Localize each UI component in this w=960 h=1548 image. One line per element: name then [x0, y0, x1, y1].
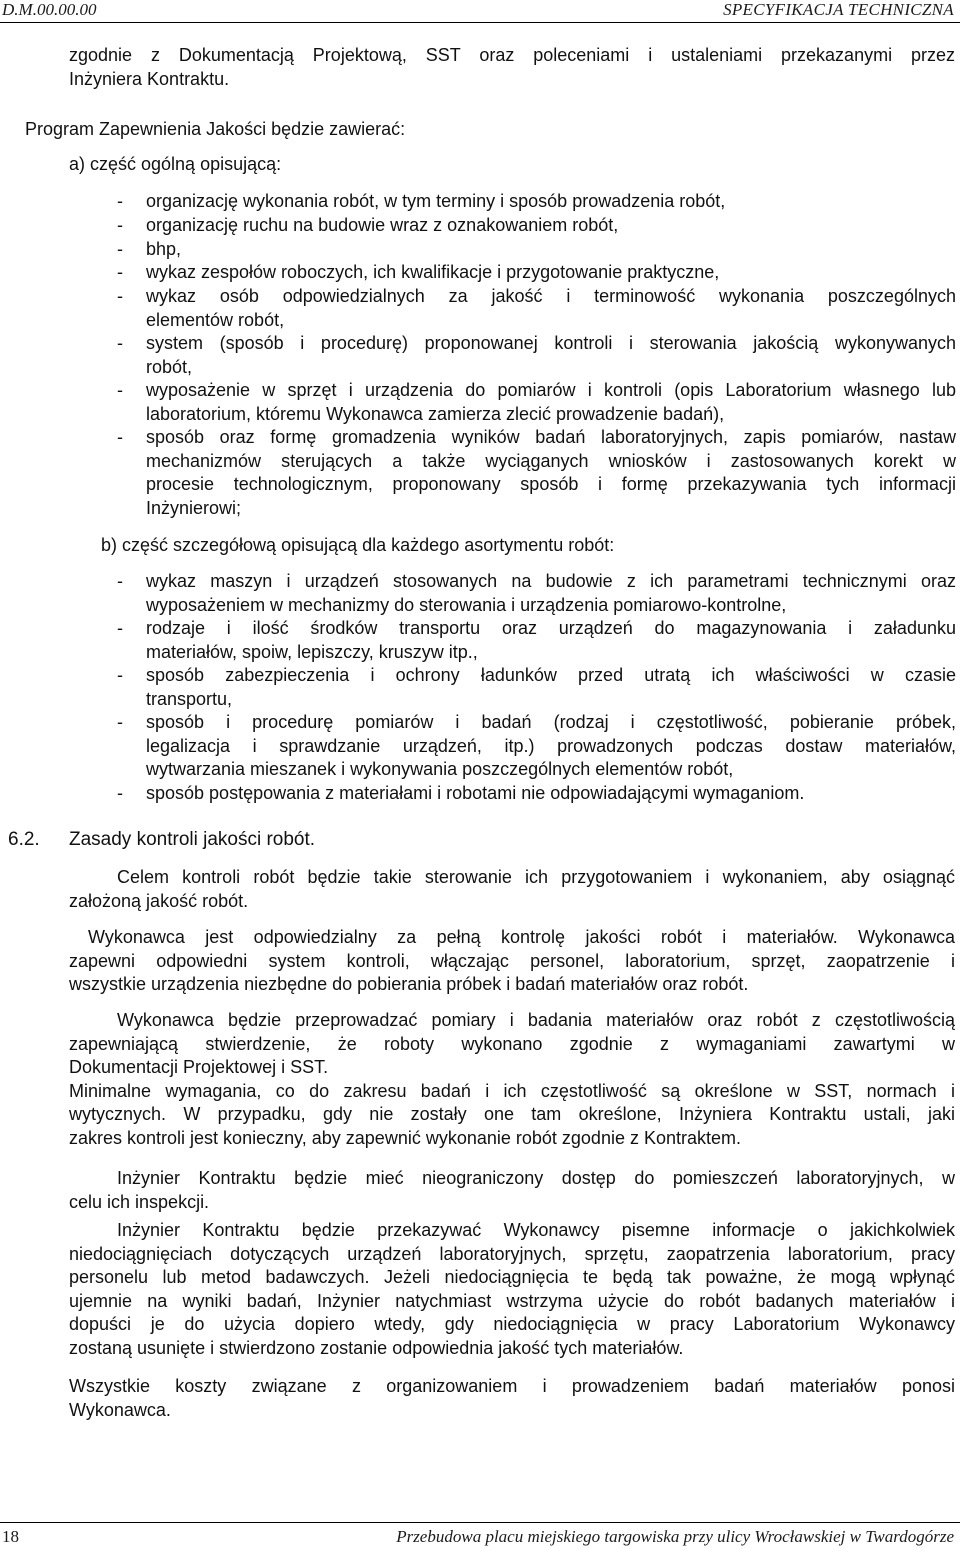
list-bullet: - — [117, 427, 123, 447]
text-line: wytwarzania mieszanek i wykonywania poszczególnych elementów robót, — [146, 759, 734, 779]
text-line: organizację ruchu na budowie wraz z oznakowaniem robót, — [146, 215, 619, 235]
text-line: zapewni odpowiedni system kontroli, włączając personel, laboratorium, sprzęt, zaopatrzenie i — [69, 950, 955, 971]
list-item — [146, 617, 956, 664]
text-line: rodzaje i ilość środków transportu oraz urządzeń do magazynowania i załadunku — [146, 618, 956, 638]
text-line: personelu lub metod badawczych. Jeżeli niedociągnięcia te będą tak poważne, że mogą wpłynąć — [69, 1267, 955, 1287]
list-item — [146, 261, 956, 285]
footer-divider — [0, 1522, 960, 1523]
part-a-label: a) część ogólną opisującą: — [69, 154, 282, 174]
list-item — [146, 190, 956, 214]
text-line: sposób oraz formę gromadzenia wyników badań laboratoryjnych, zapis pomiarów, nastaw — [146, 427, 956, 447]
text-line: Celem kontroli robót będzie takie sterowanie ich przygotowaniem i wykonaniem, aby osiągnąć — [117, 867, 955, 887]
text-line: zostaną usunięte i stwierdzono zostanie odpowiednia jakość tych materiałów. — [69, 1337, 684, 1358]
text-line: wyposażeniem w mechanizmy do sterowania i urządzenia pomiarowo-kontrolne, — [146, 594, 787, 615]
text-line: zgodnie z Dokumentacją Projektową, SST oraz poleceniami i ustaleniami przekazanymi przez — [69, 45, 955, 65]
text-line: założoną jakość robót. — [69, 890, 249, 911]
list-bullet: - — [117, 286, 123, 306]
text-line: wyposażenie w sprzęt i urządzenia do pomiarów i kontroli (opis Laboratorium własnego lub — [146, 380, 956, 400]
text-line: Wykonawca. — [69, 1399, 171, 1420]
list-item — [146, 570, 956, 617]
text-line: Wykonawca jest odpowiedzialny za pełną kontrolę jakości robót i materiałów. Wykonawca — [88, 927, 955, 947]
paragraph — [69, 1219, 955, 1360]
list-item — [146, 238, 956, 262]
text-line: bhp, — [146, 239, 182, 259]
header-section-title: SPECYFIKACJA TECHNICZNA — [723, 0, 954, 19]
text-line: materiałów, spoiw, lepiszczy, kruszyw itp., — [146, 641, 478, 662]
text-line: Inżynier Kontraktu będzie mieć nieograniczony dostęp do pomieszczeń laboratoryjnych, w — [117, 1168, 955, 1188]
text-line: celu ich inspekcji. — [69, 1191, 210, 1212]
text-line: Minimalne wymagania, co do zakresu badań i ich częstotliwość są określone w SST, normach i — [69, 1080, 955, 1101]
text-line: wykaz maszyn i urządzeń stosowanych na budowie z ich parametrami technicznymi oraz — [146, 571, 956, 591]
text-line: Inżynier Kontraktu będzie przekazywać Wykonawcy pisemne informacje o jakichkolwiek — [117, 1220, 955, 1240]
text-line: wytycznych. W przypadku, gdy nie zostały one tam określone, Inżyniera Kontraktu ustali, jaki — [69, 1104, 955, 1124]
text-line: transportu, — [146, 688, 233, 709]
text-line: Inżyniera Kontraktu. — [69, 68, 230, 89]
text-line: wykaz zespołów roboczych, ich kwalifikacje i przygotowanie praktyczne, — [146, 262, 720, 282]
header-divider — [0, 22, 960, 23]
list-item — [146, 332, 956, 379]
list-item — [146, 379, 956, 426]
text-line: Wykonawca będzie przeprowadzać pomiary i badania materiałów oraz robót z częstotliwością — [117, 1010, 955, 1030]
text-line: sposób i procedurę pomiarów i badań (rodzaj i częstotliwość, pobieranie próbek, — [146, 712, 956, 732]
list-bullet: - — [117, 783, 123, 803]
list-bullet: - — [117, 665, 123, 685]
text-line: Dokumentacji Projektowej i SST. — [69, 1057, 329, 1077]
text-line: elementów robót, — [146, 309, 285, 330]
text-line: sposób postępowania z materiałami i robotami nie odpowiadającymi wymaganiom. — [146, 783, 805, 803]
program-line: Program Zapewnienia Jakości będzie zawierać: — [25, 119, 406, 139]
section-title: Zasady kontroli jakości robót. — [69, 829, 316, 850]
intro-paragraph — [69, 44, 955, 91]
list-bullet: - — [117, 618, 123, 638]
list-item — [146, 285, 956, 332]
part-b-label: b) część szczegółową opisującą dla każdego asortymentu robót: — [101, 535, 615, 555]
text-line: legalizacja i sprawdzanie urządzeń, itp.) prowadzonych podczas dostaw materiałów, — [146, 735, 956, 756]
text-line: system (sposób i procedurę) proponowanej kontroli i sterowania jakością wykonywanych — [146, 333, 956, 353]
text-line: organizację wykonania robót, w tym terminy i sposób prowadzenia robót, — [146, 191, 726, 211]
list-item — [146, 664, 956, 711]
text-line: ujemnie na wyniki badań, Inżynier natychmiast wstrzyma użycie do robót badanych materiałów i — [69, 1290, 955, 1311]
paragraph — [69, 1375, 955, 1422]
text-line: procesie technologicznym, proponowany sposób i formę przekazywania tych informacji — [146, 474, 956, 494]
list-bullet: - — [117, 215, 123, 235]
document-code: D.M.00.00.00 — [2, 0, 97, 19]
section-number: 6.2. — [8, 829, 40, 850]
list-item — [146, 711, 956, 782]
list-bullet: - — [117, 380, 123, 400]
text-line: robót, — [146, 356, 193, 377]
list-item — [146, 782, 956, 806]
paragraph — [69, 866, 955, 913]
paragraph — [69, 926, 955, 997]
text-line: niedociągnięciach dotyczących urządzeń laboratoryjnych, sprzętu, zaopatrzenia laboratorium, pracy — [69, 1243, 955, 1264]
text-line: wykaz osób odpowiedzialnych za jakość i terminowość wykonania poszczególnych — [146, 286, 956, 306]
text-line: mechanizmów sterujących a także wyciąganych wniosków i zastosowanych korekt w — [146, 450, 956, 471]
paragraph — [69, 1167, 955, 1214]
text-line: dopuści je do użycia dopiero wtedy, gdy niedociągnięcia w pracy Laboratorium Wykonawcy — [69, 1314, 955, 1334]
list-bullet: - — [117, 239, 123, 259]
project-title: Przebudowa placu miejskiego targowiska przy ulicy Wrocławskiej w Twardogórze — [396, 1527, 954, 1546]
text-line: sposób zabezpieczenia i ochrony ładunków przed utratą ich właściwości w czasie — [146, 665, 956, 685]
list-bullet: - — [117, 571, 123, 591]
text-line: Inżynierowi; — [146, 497, 242, 518]
page-header — [0, 0, 960, 22]
list-item — [146, 426, 956, 520]
page-number: 18 — [2, 1527, 19, 1546]
list-bullet: - — [117, 333, 123, 353]
text-line: zakres kontroli jest konieczny, aby zapewnić wykonanie robót zgodnie z Kontraktem. — [69, 1127, 742, 1148]
list-bullet: - — [117, 191, 123, 211]
text-line: zapewniającą stwierdzenie, że roboty wykonano zgodnie z wymaganiami zawartymi w — [69, 1033, 955, 1054]
text-line: Wszystkie koszty związane z organizowaniem i prowadzeniem badań materiałów ponosi — [69, 1376, 955, 1396]
list-bullet: - — [117, 712, 123, 732]
text-line: laboratorium, któremu Wykonawca zamierza zlecić prowadzenie badań), — [146, 403, 725, 424]
list-item — [146, 214, 956, 238]
paragraph — [69, 1009, 955, 1150]
text-line: wszystkie urządzenia niezbędne do pobierania próbek i badań materiałów oraz robót. — [69, 974, 749, 994]
list-bullet: - — [117, 262, 123, 282]
